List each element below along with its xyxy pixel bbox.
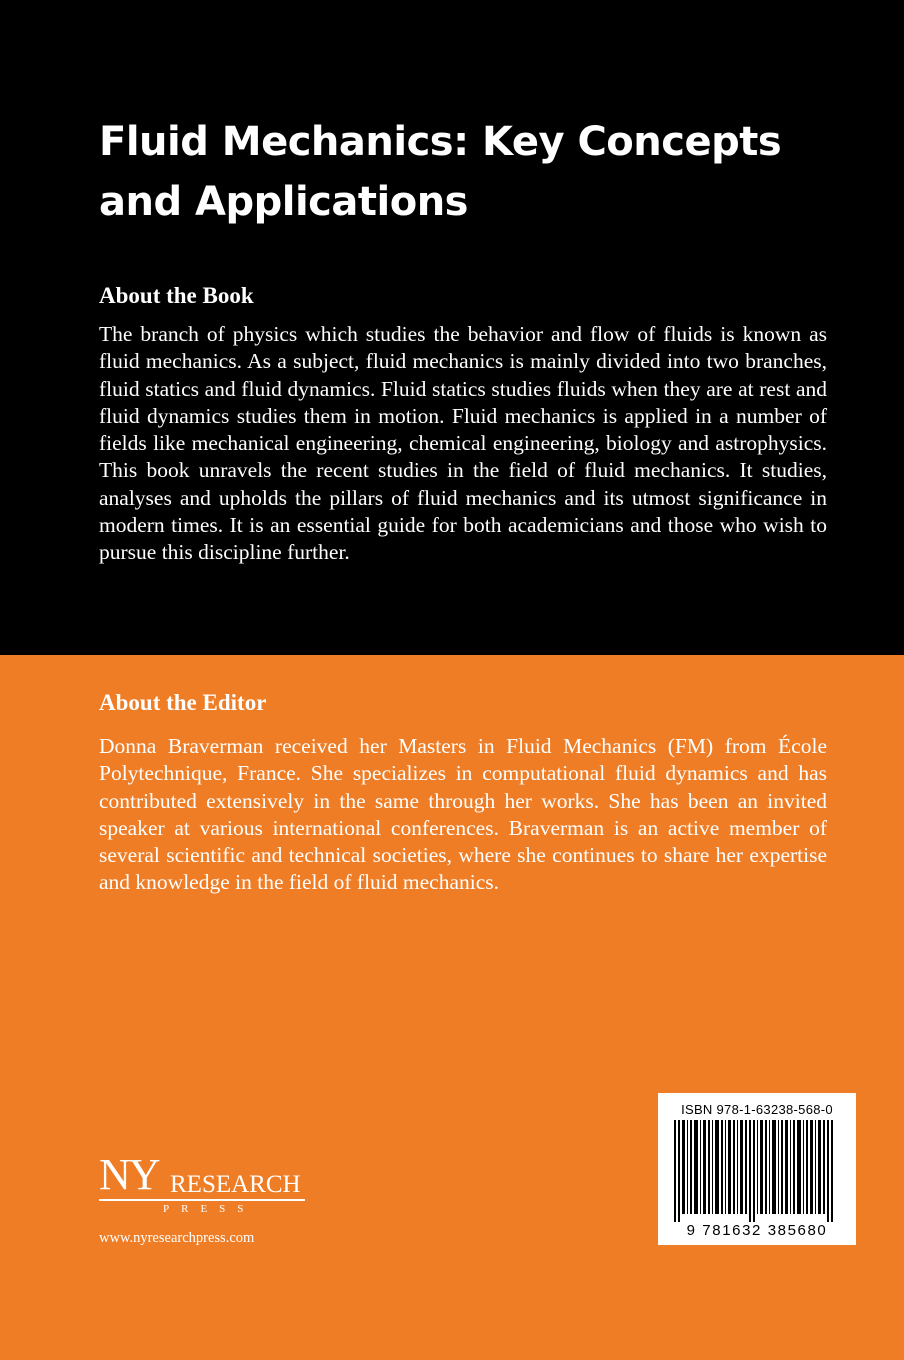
isbn-label: ISBN 978-1-63238-568-0 bbox=[681, 1102, 833, 1117]
about-editor-heading: About the Editor bbox=[99, 690, 267, 715]
logo-divider bbox=[99, 1199, 305, 1201]
about-book-heading: About the Book bbox=[99, 283, 254, 308]
logo-press: PRESS bbox=[163, 1203, 256, 1215]
about-editor-text: Donna Braverman received her Masters in Fluid Mechanics (FM) from École Polytechnique, France. She specializes in computational fluid dynamics and has contributed extensively in the same through her works. She has been an invited speaker at various international conferences. Braverman is an active member of several scientific and technical societies, where she continues to share her expertise and knowledge in the field of fluid mechanics. bbox=[99, 734, 827, 895]
isbn-barcode-block bbox=[658, 1093, 856, 1245]
bottom-panel bbox=[0, 655, 904, 1360]
barcode-icon bbox=[668, 1120, 846, 1222]
logo-ny: NY bbox=[99, 1150, 159, 1199]
publisher-website: www.nyresearchpress.com bbox=[99, 1230, 255, 1246]
book-title: Fluid Mechanics: Key Concepts and Applications bbox=[99, 119, 782, 225]
logo-research: RESEARCH bbox=[170, 1171, 301, 1198]
top-panel bbox=[0, 0, 904, 655]
publisher-logo bbox=[99, 1152, 314, 1252]
barcode-digits: 9 781632 385680 bbox=[686, 1222, 828, 1239]
about-book-text: The branch of physics which studies the behavior and flow of fluids is known as fluid mechanics. As a subject, fluid mechanics is mainly divided into two branches, fluid statics and fluid dynamics. Fluid statics studies fluids when they are at rest and fluid dynamics studies them in motion. Fluid mechanics is applied in a number of fields like mechanical engineering, chemical engineering, biology and astrophysics. This book unravels the recent studies in the field of fluid mechanics. It studies, analyses and upholds the pillars of fluid mechanics and its utmost significance in modern times. It is an essential guide for both academicians and those who wish to pursue this discipline further. bbox=[99, 322, 827, 565]
